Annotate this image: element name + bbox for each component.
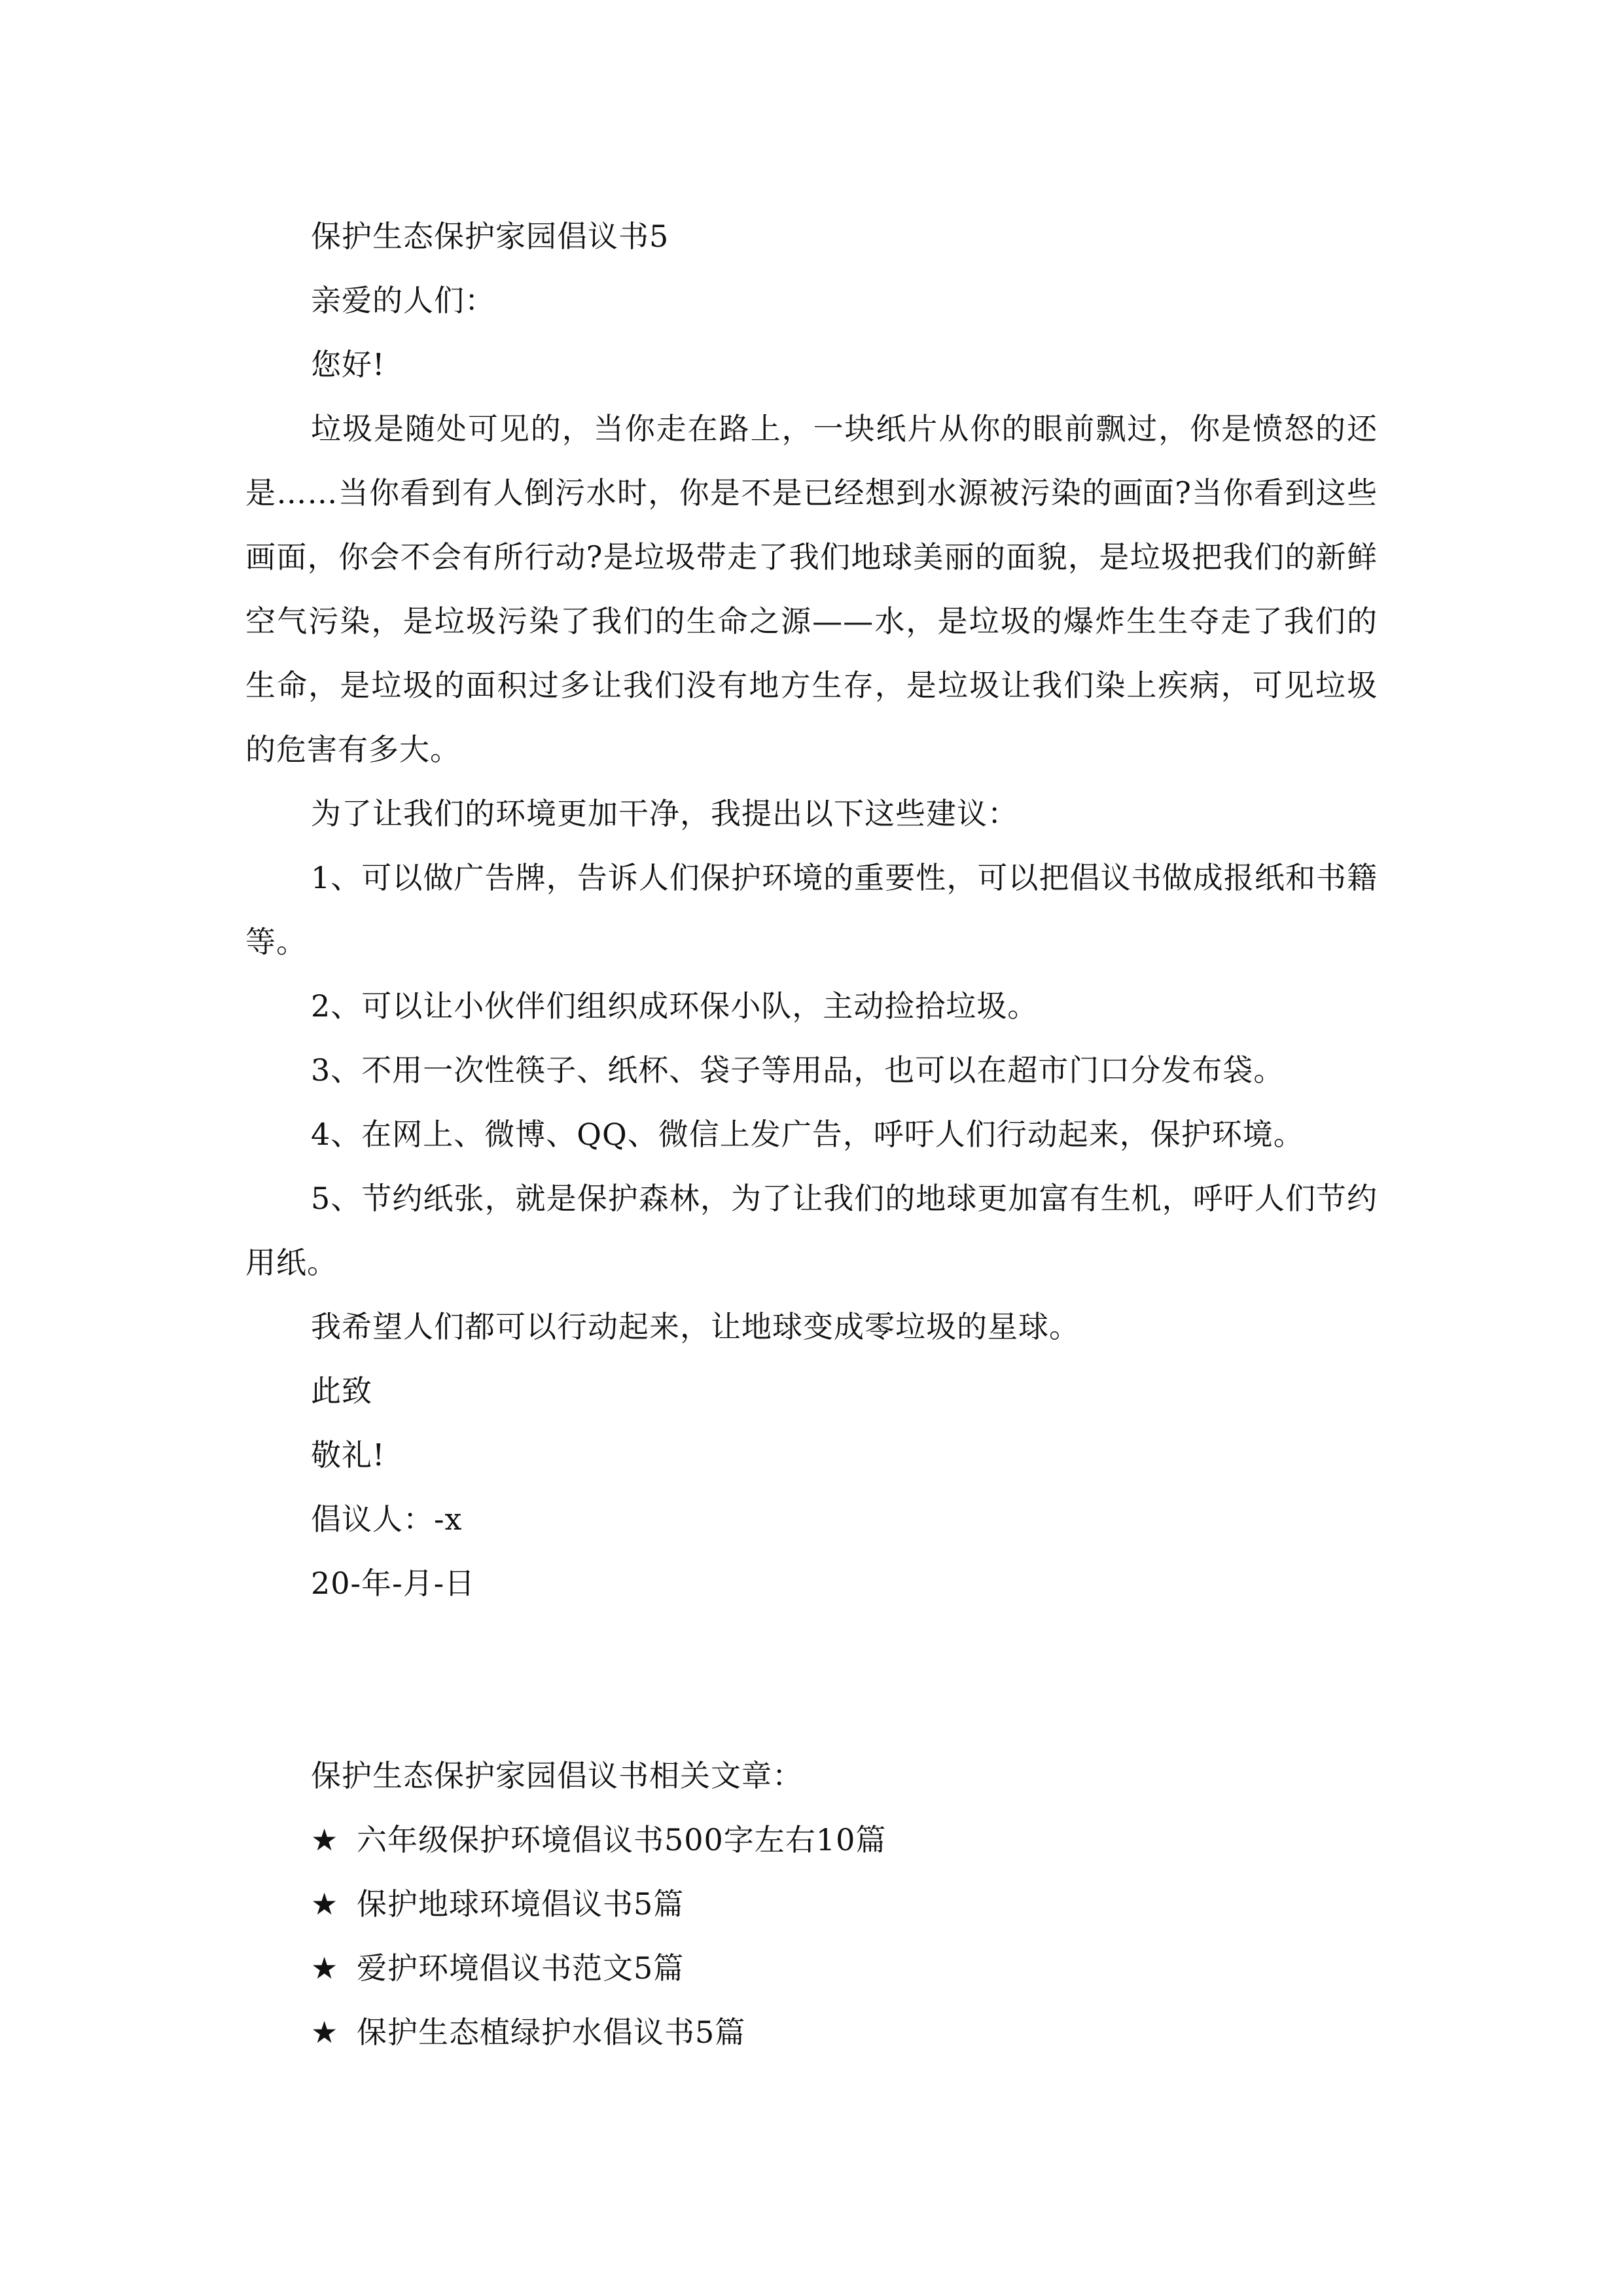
greeting: 您好! [311, 347, 385, 382]
star-icon: ★ [311, 1886, 339, 1922]
related-article-title: 保护地球环境倡议书5篇 [357, 1886, 685, 1922]
related-article-link[interactable] [245, 1808, 1378, 1872]
star-icon: ★ [311, 1950, 339, 1986]
closing-hope: 我希望人们都可以行动起来，让地球变成零垃圾的星球。 [311, 1309, 1080, 1344]
star-icon: ★ [311, 2015, 339, 2050]
related-article-title: 保护生态植绿护水倡议书5篇 [357, 2015, 746, 2050]
signer: 倡议人：-x [311, 1501, 463, 1537]
document-body [245, 204, 1378, 2064]
suggestion-item-5: 5、节约纸张，就是保护森林，为了让我们的地球更加富有生机，呼吁人们节约用纸。 [245, 1181, 1378, 1280]
salutation: 亲爱的人们： [311, 283, 495, 318]
related-articles-heading: 保护生态保护家园倡议书相关文章： [311, 1758, 803, 1793]
date: 20-年-月-日 [311, 1566, 476, 1601]
related-article-title: 六年级保护环境倡议书500字左右10篇 [357, 1822, 887, 1857]
suggestion-item-2: 2、可以让小伙伴们组织成环保小队，主动捡拾垃圾。 [311, 988, 1039, 1024]
suggestion-item-3: 3、不用一次性筷子、纸杯、袋子等用品，也可以在超市门口分发布袋。 [311, 1052, 1285, 1088]
related-article-link[interactable] [245, 1936, 1378, 2000]
closing-jingli: 敬礼! [311, 1437, 385, 1473]
body-paragraph-garbage: 垃圾是随处可见的，当你走在路上，一块纸片从你的眼前飘过，你是愤怒的还是……当你看到有人倒污水时，你是不是已经想到水源被污染的画面?当你看到这些画面，你会不会有所行动?是垃圾带走了我们地球美丽的面貌，是垃圾把我们的新鲜空气污染，是垃圾污染了我们的生命之源——水，是垃圾的爆炸生生夺走了我们的生命，是垃圾的面积过多让我们没有地方生存，是垃圾让我们染上疾病，可见垃圾的危害有多大。 [245, 411, 1378, 767]
related-article-link[interactable] [245, 2000, 1378, 2064]
star-icon: ★ [311, 1822, 339, 1857]
suggestion-item-1: 1、可以做广告牌，告诉人们保护环境的重要性，可以把倡议书做成报纸和书籍等。 [245, 860, 1378, 960]
suggestion-item-4: 4、在网上、微博、QQ、微信上发广告，呼吁人们行动起来，保护环境。 [311, 1117, 1304, 1152]
section-spacer [245, 1615, 1378, 1744]
closing-cizhi: 此致 [311, 1373, 372, 1408]
body-paragraph-intro-suggestions: 为了让我们的环境更加干净，我提出以下这些建议： [311, 796, 1018, 831]
related-article-link[interactable] [245, 1872, 1378, 1936]
related-article-title: 爱护环境倡议书范文5篇 [357, 1950, 685, 1986]
document-title: 保护生态保护家园倡议书5 [311, 219, 669, 254]
